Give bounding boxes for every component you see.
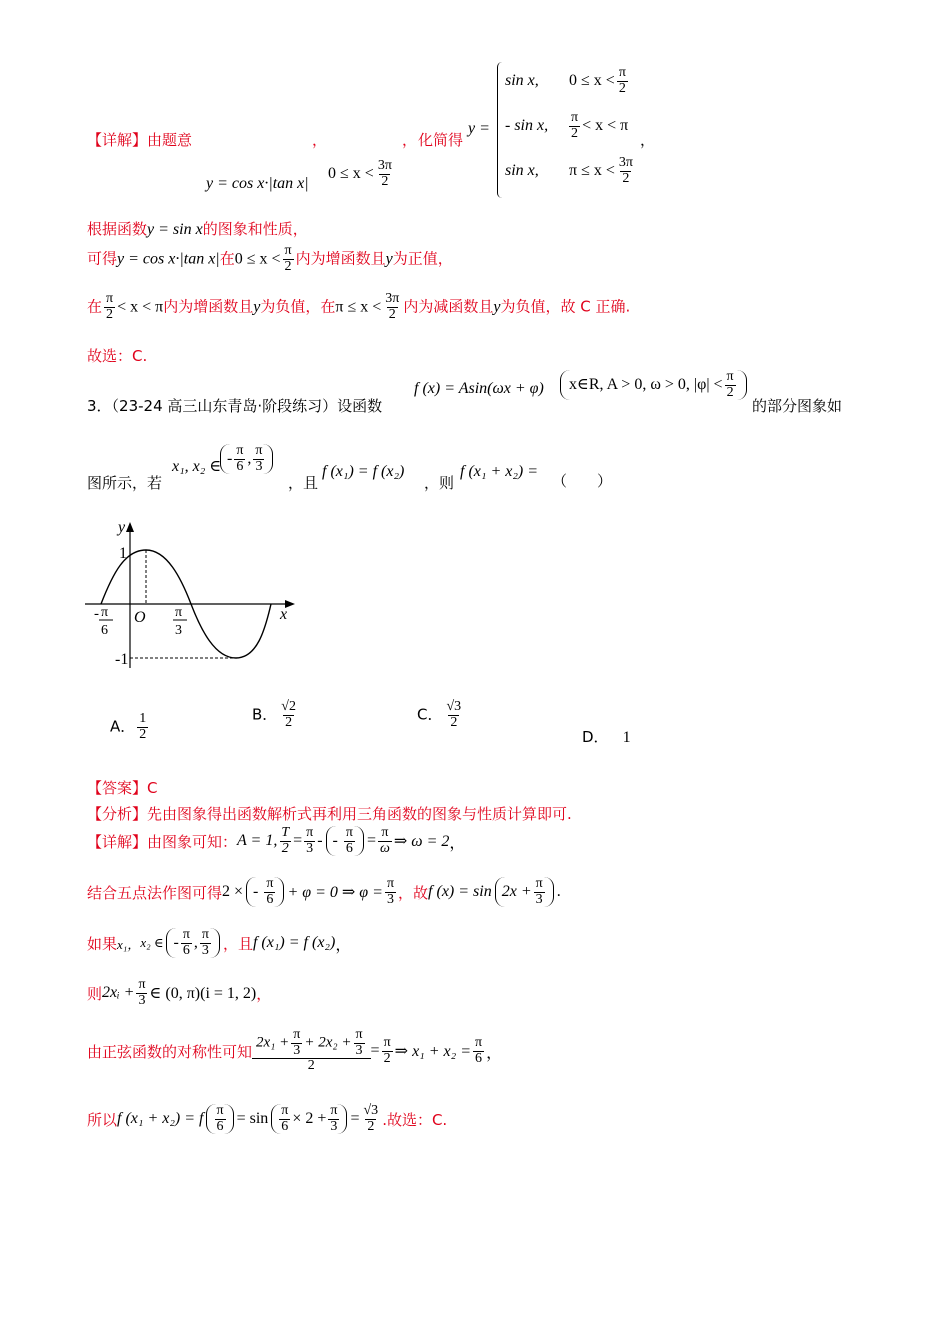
- detail-tag: 【详解】由题意: [87, 131, 193, 149]
- q3-then: ，则: [424, 474, 455, 492]
- function-def: f (x) = Asin(ωx + φ): [414, 380, 544, 397]
- tick-b-den: 3: [175, 623, 182, 638]
- tick-1: 1: [119, 545, 127, 562]
- y-label: y: [118, 519, 126, 536]
- answer: 【答案】C: [87, 779, 158, 797]
- q3-and: ，且: [288, 474, 319, 492]
- para-2: 根据函数y = sin x的图象和性质，: [87, 220, 308, 238]
- detail-5: 由正弦函数的对称性可知 2x₁ + $\frac{\pi}{3}$ + 2x₂ + $\frac{\pi}{3}$ 2 = $\frac{\pi}{2}$ ⇒ x₁ + x₂ = $\frac{\pi}{6}$ ，: [87, 1027, 503, 1074]
- sine-graph: [85, 518, 305, 673]
- comma: ，: [312, 131, 328, 149]
- x12-set: x₁, x₂ ∈: [172, 458, 222, 475]
- answer-paren: （ ）: [552, 472, 613, 490]
- y-equals: y =: [468, 120, 490, 137]
- question-3: 3．（23-24 高三山东青岛·阶段练习）设函数: [87, 397, 383, 415]
- tick-a-den: 6: [101, 623, 108, 638]
- choice-b[interactable]: B． $\frac{√2}{2}$: [252, 699, 296, 730]
- choice-c[interactable]: C． $\frac{√3}{2}$: [417, 699, 462, 730]
- tick-b-num: π: [175, 605, 183, 620]
- case-2: - sin x, $\frac{\pi}{2}$ < x < π: [505, 110, 629, 141]
- interval: - $\frac{\pi}{6}$ , $\frac{\pi}{3}$: [220, 444, 273, 474]
- expr-y: y = cos x·|tan x|: [206, 175, 309, 192]
- origin: O: [134, 609, 146, 626]
- x-label: x: [280, 606, 288, 623]
- detail-6: 所以 f (x₁ + x₂) = f $\frac{\pi}{6}$ = sin $\frac{\pi}{6}$ × 2 + $\frac{\pi}{3}$ = $\frac{√3}{2}$ .故选：C.: [87, 1103, 448, 1134]
- domain: 0 ≤ x < $\frac{3\pi}{2}$: [328, 158, 392, 189]
- tick-a-num: π: [101, 605, 109, 620]
- condition: x∈R, A > 0, ω > 0, |φ| < $\frac{\pi}{2}$: [560, 370, 747, 400]
- comma: ，: [640, 131, 656, 149]
- detail-1: 【详解】 由图象可知： A = 1, $\frac{T}{2}$ = $\frac{\pi}{3}$ - - $\frac{\pi}{6}$ = $\frac{\pi}{\omega}$ ⇒ ω = 2 ，: [87, 825, 466, 856]
- choice-a[interactable]: A． $\frac{1}{2}$: [110, 711, 147, 742]
- para-3: 可得y = cos x·|tan x|在0 ≤ x < $\frac{\pi}{2}$ 内为增函数且y为正值，: [87, 243, 453, 274]
- y-axis-arrow: [126, 522, 134, 532]
- case-3: sin x, π ≤ x < $\frac{3\pi}{2}$: [505, 155, 633, 186]
- equal-values: f (x₁) = f (x₂): [322, 463, 405, 480]
- choose-c: 故选：C.: [87, 347, 148, 365]
- case-1: sin x, 0 ≤ x < $\frac{\pi}{2}$: [505, 65, 626, 96]
- para-4: 在 $\frac{\pi}{2}$ < x < π内为增函数且y为负值，在π ≤ x < $\frac{3\pi}{2}$ 内为减函数且y为负值，故 C 正确.: [87, 291, 631, 322]
- analysis: 【分析】先由图象得出函数解析式再利用三角函数的图象与性质计算即可.: [87, 805, 572, 823]
- piecewise-brace: [497, 62, 502, 198]
- detail-2: 结合五点法作图可得 2 × - $\frac{\pi}{6}$ + φ = 0 ⇒ φ = $\frac{\pi}{3}$ ，故 f (x) = sin 2x + $\frac{\pi}{3}$ .: [87, 876, 561, 907]
- tick-minus: -: [94, 606, 99, 622]
- detail-3: 如果 x₁， x₂ ∈ - $\frac{\pi}{6}$ , $\frac{\pi}{3}$ ，且 f (x₁) = f (x₂) ，: [87, 927, 352, 958]
- q3-text-2: 图所示，若: [87, 474, 163, 492]
- q3-text: 的部分图象如: [752, 397, 843, 415]
- comma: ，: [402, 131, 418, 149]
- tick-neg1: -1: [115, 651, 129, 668]
- detail-4: 则 2xᵢ + $\frac{\pi}{3}$ ∈ (0, π)(i = 1, 2) ，: [87, 977, 272, 1008]
- simplify-label: 化简得: [418, 131, 464, 149]
- choice-d[interactable]: D． 1: [582, 728, 631, 746]
- ask-expr: f (x₁ + x₂) =: [460, 463, 539, 480]
